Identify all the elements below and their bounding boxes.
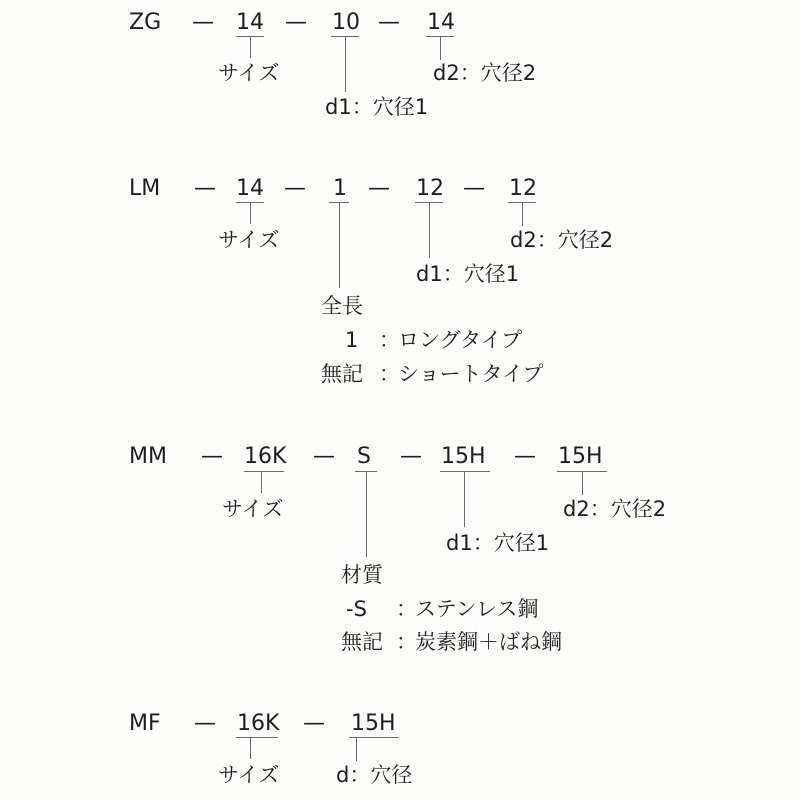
- dash-separator: —: [201, 444, 223, 469]
- lm-option-text: ロングタイプ: [398, 328, 523, 352]
- mm-material-label: 材質: [341, 563, 383, 587]
- lm-d1-label: d1：穴径1: [416, 262, 520, 286]
- mf-d-leader: [356, 737, 357, 761]
- mm-series-code: MM: [129, 444, 167, 469]
- zg-d1-leader: [345, 36, 346, 92]
- mm-d2-label: d2：穴径2: [563, 497, 667, 521]
- lm-length-value: 1: [333, 176, 347, 201]
- zg-series-code: ZG: [129, 10, 162, 35]
- zg-d1-label: d1：穴径1: [325, 95, 429, 119]
- lm-option-key: 無記: [321, 362, 363, 386]
- lm-option-text: ショートタイプ: [398, 362, 544, 386]
- lm-length-label: 全長: [321, 294, 363, 318]
- mf-series-code: MF: [129, 711, 161, 736]
- zg-d2-leader: [440, 36, 441, 60]
- mf-d-label: d：穴径: [336, 763, 413, 787]
- zg-size-label: サイズ: [218, 61, 280, 85]
- zg-d2-value: 14: [427, 10, 455, 35]
- mm-material-value: S: [357, 444, 371, 469]
- lm-option-key: 1: [345, 328, 359, 352]
- lm-d2-leader: [522, 202, 523, 226]
- mm-option-text: 炭素鋼＋ばね鋼: [415, 630, 562, 654]
- lm-size-label: サイズ: [218, 228, 280, 252]
- dash-separator: —: [313, 444, 335, 469]
- mf-size-leader: [250, 737, 251, 759]
- lm-length-leader: [339, 202, 340, 288]
- zg-size-value: 14: [236, 10, 264, 35]
- dash-separator: —: [192, 10, 214, 35]
- lm-size-leader: [250, 202, 251, 224]
- dash-separator: —: [514, 444, 536, 469]
- dash-separator: —: [463, 176, 485, 201]
- mm-option-text: ステンレス鋼: [415, 597, 539, 621]
- mm-size-value: 16K: [244, 444, 287, 469]
- lm-d1-value: 12: [416, 176, 444, 201]
- mm-size-underline: [244, 471, 284, 472]
- dash-separator: —: [400, 444, 422, 469]
- mm-d1-underline: [440, 471, 490, 472]
- mm-size-label: サイズ: [222, 497, 284, 521]
- mm-size-leader: [261, 471, 262, 493]
- dash-separator: —: [194, 711, 216, 736]
- mf-size-label: サイズ: [218, 763, 280, 787]
- mf-d-value: 15H: [351, 711, 396, 736]
- dash-separator: —: [378, 10, 400, 35]
- lm-d2-value: 12: [509, 176, 537, 201]
- lm-option-separator: ：: [379, 362, 400, 386]
- dash-separator: —: [368, 176, 390, 201]
- mm-d2-leader: [582, 471, 583, 495]
- mm-option-key: 無記: [341, 630, 383, 654]
- mm-d1-leader: [464, 471, 465, 527]
- dash-separator: —: [194, 176, 216, 201]
- mm-d1-label: d1：穴径1: [446, 531, 550, 555]
- mm-d1-value: 15H: [441, 444, 486, 469]
- lm-size-value: 14: [236, 176, 264, 201]
- dash-separator: —: [285, 10, 307, 35]
- zg-size-leader: [250, 36, 251, 58]
- zg-d2-label: d2：穴径2: [433, 61, 537, 85]
- lm-d2-label: d2：穴径2: [510, 228, 614, 252]
- dash-separator: —: [284, 176, 306, 201]
- zg-d1-value: 10: [332, 10, 360, 35]
- lm-series-code: LM: [129, 176, 161, 201]
- mm-d2-value: 15H: [558, 444, 603, 469]
- dash-separator: —: [303, 711, 325, 736]
- lm-d1-leader: [429, 202, 430, 258]
- mf-size-underline: [236, 737, 278, 738]
- mm-material-leader: [366, 471, 367, 557]
- mm-option-separator: ：: [396, 597, 417, 621]
- mm-option-separator: ：: [396, 630, 417, 654]
- mf-size-value: 16K: [237, 711, 280, 736]
- mm-option-key: -S: [346, 597, 367, 621]
- lm-option-separator: ：: [379, 328, 400, 352]
